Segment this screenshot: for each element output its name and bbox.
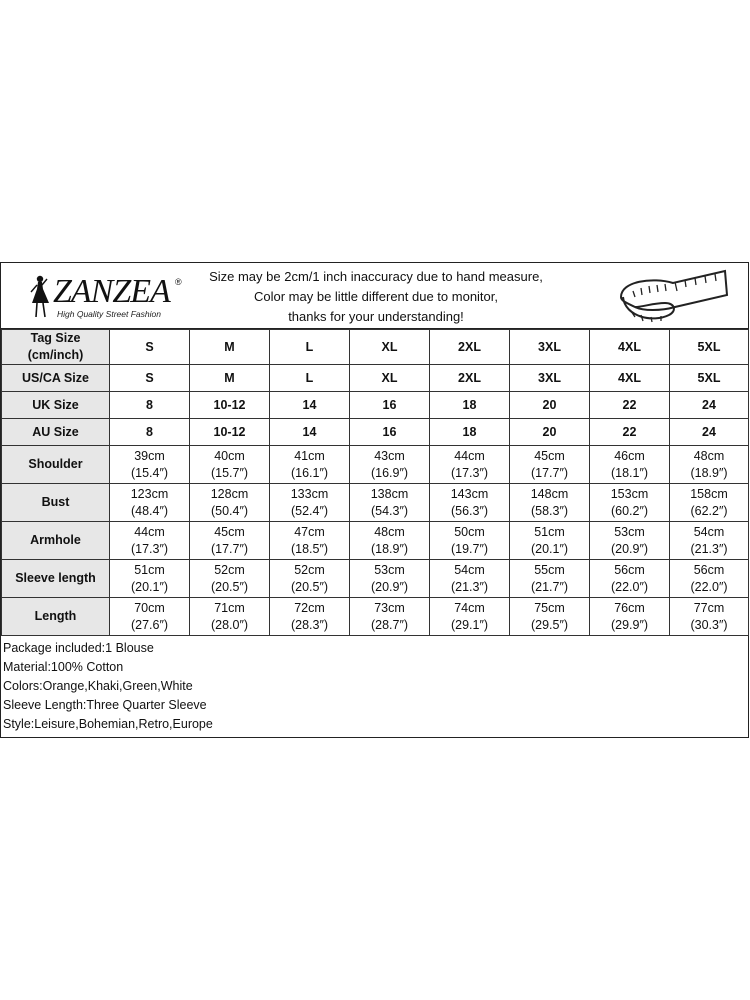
row-label: [2, 446, 110, 484]
row-label: [2, 419, 110, 446]
cell-line: 48cm: [374, 524, 405, 539]
cell-line: (28.7″): [370, 617, 409, 632]
cell-line: (20.5″): [210, 579, 249, 594]
cell-line: (50.4″): [210, 503, 249, 518]
table-cell: [350, 365, 430, 392]
cell-line: (27.6″): [130, 617, 169, 632]
cell-line: 158cm: [690, 486, 728, 501]
table-cell: [430, 419, 510, 446]
cell-line: (17.7″): [530, 465, 569, 480]
table-cell: [590, 522, 670, 560]
table-cell: [670, 330, 749, 365]
table-cell: [270, 598, 350, 636]
table-row: [2, 365, 749, 392]
table-cell: [350, 330, 430, 365]
table-cell: [430, 598, 510, 636]
cell-line: 148cm: [530, 486, 569, 501]
cell-line: (29.1″): [450, 617, 489, 632]
cell-line: 55cm: [534, 562, 565, 577]
measurement-notice: [191, 267, 561, 327]
table-row: [2, 560, 749, 598]
table-cell: [270, 446, 350, 484]
table-cell: [590, 446, 670, 484]
cell-line: 47cm: [294, 524, 325, 539]
table-cell: [510, 392, 590, 419]
table-cell: [110, 484, 190, 522]
material-info: Material:100% Cotton: [3, 660, 124, 674]
cell-line: 10-12: [213, 397, 246, 412]
cell-line: 56cm: [693, 562, 725, 577]
cell-line: 51cm: [534, 524, 565, 539]
cell-line: 14: [302, 424, 317, 439]
table-cell: [110, 365, 190, 392]
table-cell: [430, 446, 510, 484]
table-cell: [510, 522, 590, 560]
table-cell: [670, 446, 749, 484]
notice-line: Size may be 2cm/1 inch inaccuracy due to hand measure,: [209, 269, 543, 284]
table-cell: [670, 365, 749, 392]
table-cell: [590, 560, 670, 598]
cell-line: (29.5″): [530, 617, 569, 632]
cell-line: (21.7″): [530, 579, 569, 594]
cell-line: 16: [382, 424, 397, 439]
table-cell: [110, 446, 190, 484]
cell-line: (52.4″): [290, 503, 329, 518]
table-cell: [350, 446, 430, 484]
cell-line: M: [224, 370, 235, 385]
cell-line: 46cm: [614, 448, 645, 463]
table-cell: [670, 419, 749, 446]
cell-line: (56.3″): [450, 503, 489, 518]
table-cell: [590, 419, 670, 446]
table-cell: [670, 598, 749, 636]
row-label-line: Tag Size: [30, 331, 81, 345]
cell-line: 20: [542, 397, 557, 412]
cell-line: (62.2″): [690, 503, 728, 518]
table-cell: [350, 522, 430, 560]
table-cell: [590, 330, 670, 365]
cell-line: (20.9″): [370, 579, 409, 594]
cell-line: 16: [382, 397, 397, 412]
row-label-line: Bust: [41, 495, 70, 509]
woman-silhouette-icon: [25, 273, 53, 319]
cell-line: 45cm: [214, 524, 245, 539]
row-label: [2, 522, 110, 560]
cell-line: 133cm: [290, 486, 329, 501]
cell-line: 53cm: [614, 524, 645, 539]
table-cell: [430, 484, 510, 522]
table-cell: [350, 392, 430, 419]
cell-line: (15.7″): [210, 465, 249, 480]
row-label: [2, 392, 110, 419]
table-cell: [510, 484, 590, 522]
cell-line: (60.2″): [610, 503, 649, 518]
cell-line: XL: [381, 370, 398, 385]
cell-line: 123cm: [130, 486, 169, 501]
cell-line: (29.9″): [610, 617, 649, 632]
chart-header: [1, 263, 748, 329]
cell-line: S: [145, 370, 154, 385]
row-label-line: Shoulder: [28, 457, 83, 471]
cell-line: 8: [146, 397, 153, 412]
cell-line: 73cm: [374, 600, 405, 615]
table-cell: [670, 560, 749, 598]
cell-line: (18.5″): [290, 541, 329, 556]
cell-line: (28.0″): [210, 617, 249, 632]
table-cell: [190, 365, 270, 392]
sleeve-info: Sleeve Length:Three Quarter Sleeve: [3, 698, 207, 712]
row-label-line: Length: [34, 609, 77, 623]
cell-line: (21.3″): [690, 541, 728, 556]
table-row: [2, 598, 749, 636]
row-label: [2, 330, 110, 365]
cell-line: L: [305, 370, 314, 385]
table-cell: [430, 560, 510, 598]
table-cell: [110, 392, 190, 419]
table-cell: [670, 484, 749, 522]
cell-line: 128cm: [210, 486, 249, 501]
table-cell: [270, 330, 350, 365]
table-cell: [350, 419, 430, 446]
cell-line: (17.3″): [130, 541, 169, 556]
table-cell: [430, 392, 510, 419]
cell-line: 54cm: [454, 562, 485, 577]
cell-line: (30.3″): [690, 617, 728, 632]
cell-line: 41cm: [294, 448, 325, 463]
cell-line: 44cm: [134, 524, 165, 539]
brand-logo: [23, 269, 183, 325]
table-cell: [110, 522, 190, 560]
table-cell: [430, 522, 510, 560]
cell-line: 54cm: [693, 524, 725, 539]
cell-line: 39cm: [134, 448, 165, 463]
table-cell: [510, 330, 590, 365]
cell-line: (17.7″): [210, 541, 249, 556]
cell-line: (22.0″): [610, 579, 649, 594]
cell-line: (20.1″): [530, 541, 569, 556]
cell-line: 75cm: [534, 600, 565, 615]
cell-line: 143cm: [450, 486, 489, 501]
cell-line: 153cm: [610, 486, 649, 501]
table-cell: [590, 392, 670, 419]
brand-tagline: High Quality Street Fashion: [57, 309, 161, 319]
cell-line: 48cm: [693, 448, 725, 463]
table-cell: [270, 484, 350, 522]
cell-line: (58.3″): [530, 503, 569, 518]
table-row: [2, 446, 749, 484]
row-label: [2, 365, 110, 392]
cell-line: (28.3″): [290, 617, 329, 632]
table-cell: [670, 522, 749, 560]
table-cell: [350, 598, 430, 636]
size-chart: [0, 262, 749, 738]
measuring-tape-icon: [613, 267, 731, 325]
cell-line: 10-12: [213, 424, 246, 439]
cell-line: XL: [381, 339, 398, 354]
cell-line: 74cm: [454, 600, 485, 615]
table-cell: [190, 330, 270, 365]
cell-line: 53cm: [374, 562, 405, 577]
cell-line: (22.0″): [690, 579, 728, 594]
row-label: [2, 484, 110, 522]
row-label-line: AU Size: [32, 424, 79, 439]
cell-line: 52cm: [294, 562, 325, 577]
cell-line: L: [305, 339, 314, 354]
cell-line: 44cm: [454, 448, 485, 463]
table-cell: [110, 560, 190, 598]
cell-line: (20.9″): [610, 541, 649, 556]
table-cell: [110, 598, 190, 636]
cell-line: (15.4″): [130, 465, 169, 480]
product-info: [1, 639, 748, 734]
table-cell: [670, 392, 749, 419]
table-cell: [590, 484, 670, 522]
notice-line: Color may be little different due to monitor,: [254, 289, 498, 304]
cell-line: S: [145, 339, 154, 354]
cell-line: (20.5″): [290, 579, 329, 594]
cell-line: 24: [702, 397, 716, 412]
table-cell: [270, 419, 350, 446]
cell-line: (18.9″): [690, 465, 728, 480]
table-cell: [510, 560, 590, 598]
table-cell: [190, 392, 270, 419]
table-cell: [350, 484, 430, 522]
table-cell: [190, 598, 270, 636]
colors-info: Colors:Orange,Khaki,Green,White: [3, 679, 193, 693]
table-cell: [350, 560, 430, 598]
row-label-line: (cm/inch): [27, 348, 84, 362]
row-label: [2, 598, 110, 636]
table-row: [2, 392, 749, 419]
cell-line: (18.1″): [610, 465, 649, 480]
cell-line: 52cm: [214, 562, 245, 577]
row-label-line: Armhole: [30, 533, 81, 547]
row-label: [2, 560, 110, 598]
table-cell: [510, 446, 590, 484]
cell-line: (18.9″): [370, 541, 409, 556]
table-cell: [190, 522, 270, 560]
cell-line: 77cm: [693, 600, 725, 615]
table-cell: [590, 598, 670, 636]
cell-line: 5XL: [697, 339, 721, 354]
cell-line: 138cm: [370, 486, 409, 501]
cell-line: (16.1″): [290, 465, 329, 480]
notice-line: thanks for your understanding!: [288, 309, 464, 324]
cell-line: 2XL: [458, 339, 481, 354]
table-cell: [190, 446, 270, 484]
cell-line: 40cm: [214, 448, 245, 463]
table-cell: [430, 330, 510, 365]
cell-line: 14: [302, 397, 317, 412]
table-cell: [270, 522, 350, 560]
table-cell: [510, 365, 590, 392]
cell-line: (17.3″): [450, 465, 489, 480]
cell-line: 4XL: [618, 370, 641, 385]
package-info: Package included:1 Blouse: [3, 641, 154, 655]
table-row: [2, 419, 749, 446]
row-label-line: Sleeve length: [15, 571, 96, 585]
cell-line: 71cm: [214, 600, 245, 615]
cell-line: 22: [622, 424, 637, 439]
table-cell: [270, 392, 350, 419]
registered-mark: ®: [175, 277, 182, 287]
cell-line: 45cm: [534, 448, 565, 463]
cell-line: (48.4″): [130, 503, 169, 518]
cell-line: 72cm: [294, 600, 325, 615]
cell-line: 43cm: [374, 448, 405, 463]
cell-line: 50cm: [454, 524, 485, 539]
cell-line: (20.1″): [130, 579, 169, 594]
cell-line: 18: [462, 424, 477, 439]
cell-line: 56cm: [614, 562, 645, 577]
cell-line: 3XL: [538, 370, 561, 385]
table-row: [2, 330, 749, 365]
cell-line: 51cm: [134, 562, 165, 577]
table-cell: [190, 560, 270, 598]
cell-line: 70cm: [134, 600, 165, 615]
row-label-line: UK Size: [32, 397, 79, 412]
cell-line: (16.9″): [370, 465, 409, 480]
cell-line: M: [224, 339, 235, 354]
table-cell: [190, 484, 270, 522]
cell-line: 24: [702, 424, 716, 439]
cell-line: 20: [542, 424, 557, 439]
cell-line: 2XL: [458, 370, 481, 385]
table-cell: [110, 330, 190, 365]
cell-line: 22: [622, 397, 637, 412]
brand-name: ZANZEA: [53, 273, 170, 310]
table-cell: [270, 365, 350, 392]
style-info: Style:Leisure,Bohemian,Retro,Europe: [3, 717, 213, 731]
cell-line: (21.3″): [450, 579, 489, 594]
size-table: [1, 329, 749, 636]
table-row: [2, 522, 749, 560]
cell-line: 76cm: [614, 600, 645, 615]
table-row: [2, 484, 749, 522]
cell-line: (19.7″): [450, 541, 489, 556]
table-cell: [190, 419, 270, 446]
cell-line: (54.3″): [370, 503, 409, 518]
row-label-line: US/CA Size: [22, 370, 89, 385]
table-cell: [510, 598, 590, 636]
cell-line: 4XL: [618, 339, 641, 354]
table-cell: [430, 365, 510, 392]
cell-line: 8: [146, 424, 153, 439]
table-cell: [590, 365, 670, 392]
table-cell: [510, 419, 590, 446]
table-cell: [270, 560, 350, 598]
cell-line: 5XL: [697, 370, 721, 385]
cell-line: 3XL: [538, 339, 561, 354]
table-cell: [110, 419, 190, 446]
cell-line: 18: [462, 397, 477, 412]
